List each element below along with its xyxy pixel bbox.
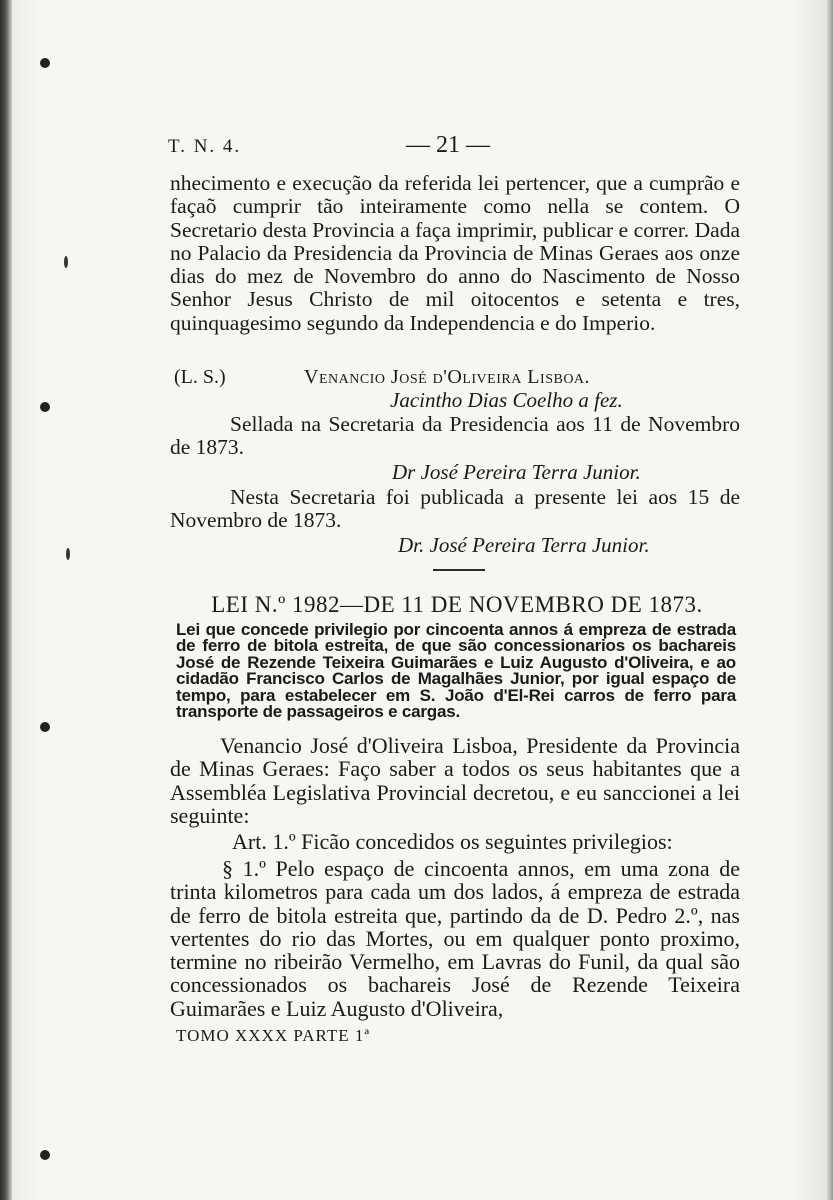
- law-title: LEI N.º 1982—DE 11 DE NOVEMBRO DE 1873.: [211, 592, 703, 617]
- scan-speck: [64, 256, 68, 268]
- paragraph-text: Sellada na Secretaria da Presidencia aos 11 de Novembro de 1873.: [170, 412, 740, 460]
- sealing-paragraph: [170, 413, 740, 460]
- law-summary: Lei que concede privilegio por cincoenta annos á empreza de estrada de ferro de bitola estreita, de que são concessionarios os bachareis José de Rezende Teixeira Guimarães e Luiz Augusto d'Oliveira, e ao cidadão Francisco Carlos de Magalhães Junior, por igual espaço de tempo, para estabelecer em S. João d'El-Rei carros de ferro para transporte de passageiros e cargas.: [176, 620, 736, 722]
- punch-hole: [40, 402, 50, 412]
- paragraph-text: nhecimento e execução da referida lei pertencer, que a cumprão e façaõ cumprir tão inteiramente como nella se contem. O Secretario desta Provincia a faça imprimir, publicar e correr. Dada no Palacio da Presidencia da Provincia de Minas Geraes aos onze dias do mez de Novembro do anno do Nascimento de Nosso Senhor Jesus Christo de mil oitocentos e setenta e tres, quinquagesimo segundo da Independencia e do Imperio.: [170, 171, 740, 335]
- page-footer: TOMO XXXX PARTE 1ª: [176, 1026, 371, 1045]
- publication-paragraph: [170, 486, 740, 533]
- paragraph-text: § 1.º Pelo espaço de cincoenta annos, em uma zona de trinta kilometros para cada um dos lados, á empreza de estrada de ferro de bitola estreita que, partindo da de D. Pedro 2.º, nas vertentes do rio das Mortes, ou em qualquer ponto proximo, termine no ribeirão Vermelho, em Lavras do Funil, da qual são concessionados os bachareis José de Rezende Teixeira Guimarães e Luiz Augusto d'Oliveira,: [170, 856, 740, 1021]
- page-right-edge: [827, 0, 833, 1200]
- paragraph-continuation: [170, 172, 740, 335]
- punch-hole: [40, 58, 50, 68]
- clerk-signature: Jacintho Dias Coelho a fez.: [390, 388, 623, 412]
- paragraph-text: Venancio José d'Oliveira Lisboa, Presidente da Provincia de Minas Geraes: Faço saber a todos os seus habitantes que a Assembléa Legislativa Provincial decretou, e eu sanccionei a lei seguinte:: [170, 733, 740, 828]
- section-paragraph: [170, 857, 740, 1020]
- page-number: — 21 —: [406, 132, 490, 158]
- paragraph-text: Nesta Secretaria foi publicada a presente lei aos 15 de Novembro de 1873.: [170, 485, 740, 533]
- secretary-signature: Dr José Pereira Terra Junior.: [392, 460, 641, 484]
- section-divider: [433, 569, 485, 571]
- seal-line: [174, 366, 591, 389]
- article-heading: Art. 1.º Ficão concedidos os seguintes privilegios:: [232, 829, 673, 854]
- binding-edge: [0, 0, 12, 1200]
- seal-mark: (L. S.): [174, 366, 226, 388]
- scan-speck: [66, 548, 70, 560]
- secretary-signature: Dr. José Pereira Terra Junior.: [398, 533, 650, 557]
- preamble-paragraph: [170, 734, 740, 827]
- signatory-name: Venancio José d'Oliveira Lisboa.: [304, 366, 591, 388]
- punch-hole: [40, 722, 50, 732]
- header-reference: T. N. 4.: [168, 136, 242, 157]
- punch-hole: [40, 1150, 50, 1160]
- page-header: [168, 132, 728, 162]
